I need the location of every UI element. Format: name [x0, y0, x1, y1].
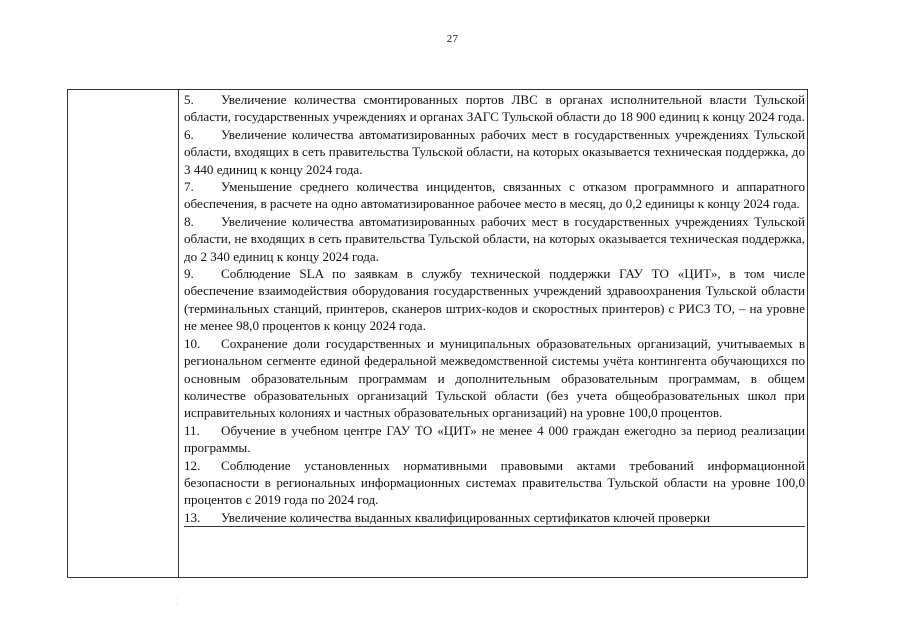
- item-number: 9.: [184, 266, 194, 282]
- item-number: 5.: [184, 92, 194, 107]
- item-number: 13.: [184, 509, 201, 525]
- item-text: Увеличение количества выданных квалифицированных сертификатов ключей проверки: [221, 509, 711, 525]
- table-right-column: [179, 90, 807, 577]
- item-number: 10.: [184, 335, 201, 351]
- scan-artifact: · ·: [176, 596, 178, 608]
- item-text: Соблюдение установленных нормативными правовыми актами требований информационной безопасности в региональных информационных системах правительства Тульской области на уровне 100,0 процентов с 2019 года по 2024 год.: [184, 457, 805, 508]
- list-item: [184, 422, 805, 457]
- table-left-column: [68, 90, 179, 577]
- list-item: [184, 178, 805, 213]
- list-item: [184, 91, 805, 126]
- item-text: Сохранение доли государственных и муниципальных образовательных организаций, учитываемых в региональном сегменте единой федеральной межведомственной системы учёта контингента обучающихся по основным образовательным программам и дополнительным образовательным программам, в общем количестве образовательных организаций Тульской области (без учета общеобразовательных школ при исправительных колониях и частных образовательных организаций) на уровне 100,0 процентов.: [184, 335, 805, 421]
- item-text: Увеличение количества смонтированных портов ЛВС в органах исполнительной власти Тульской области, государственных учреждениях и органах ЗАГС Тульской области до 18 900 единиц к концу 2024 года.: [184, 92, 805, 125]
- item-number: 7.: [184, 179, 194, 195]
- item-number: 12.: [184, 457, 201, 473]
- list-item: [184, 509, 805, 527]
- list-item: [184, 457, 805, 509]
- item-number: 6.: [184, 126, 194, 142]
- item-text: Увеличение количества автоматизированных рабочих мест в государственных учреждениях Тульской области, входящих в сеть правительства Тульской области, на которых оказывается техническая поддержка, до 3 440 единиц к концу 2024 года.: [184, 126, 805, 177]
- list-item: [184, 213, 805, 265]
- page-number: 27: [446, 33, 459, 45]
- item-number: 11.: [184, 422, 200, 438]
- item-number: 8.: [184, 213, 194, 229]
- item-text: Обучение в учебном центре ГАУ ТО «ЦИТ» не менее 4 000 граждан ежегодно за период реализации программы.: [184, 422, 805, 456]
- table-bottom-border: [67, 577, 808, 578]
- document-table: [67, 89, 808, 577]
- item-text: Соблюдение SLA по заявкам в службу технической поддержки ГАУ ТО «ЦИТ», в том числе обеспечение взаимодействия оборудования государственных учреждений здравоохранения Тульской области (терминальных станций, принтеров, сканеров штрих-кодов и скоростных принтеров) с РИСЗ ТО, – на уровне не менее 98,0 процентов к концу 2024 года.: [184, 266, 805, 334]
- list-item: [184, 265, 805, 335]
- item-text: Увеличение количества автоматизированных рабочих мест в государственных учреждениях Тульской области, не входящих в сеть правительства Тульской области, на которых оказывается техническая поддержка, до 2 340 единиц к концу 2024 года.: [184, 213, 805, 264]
- list-item: [184, 126, 805, 178]
- item-text: Уменьшение среднего количества инцидентов, связанных с отказом программного и аппаратного обеспечения, в расчете на одно автоматизированное рабочее место в месяц, до 0,2 единицы к концу 2024 года.: [184, 179, 805, 212]
- list-item: [184, 335, 805, 422]
